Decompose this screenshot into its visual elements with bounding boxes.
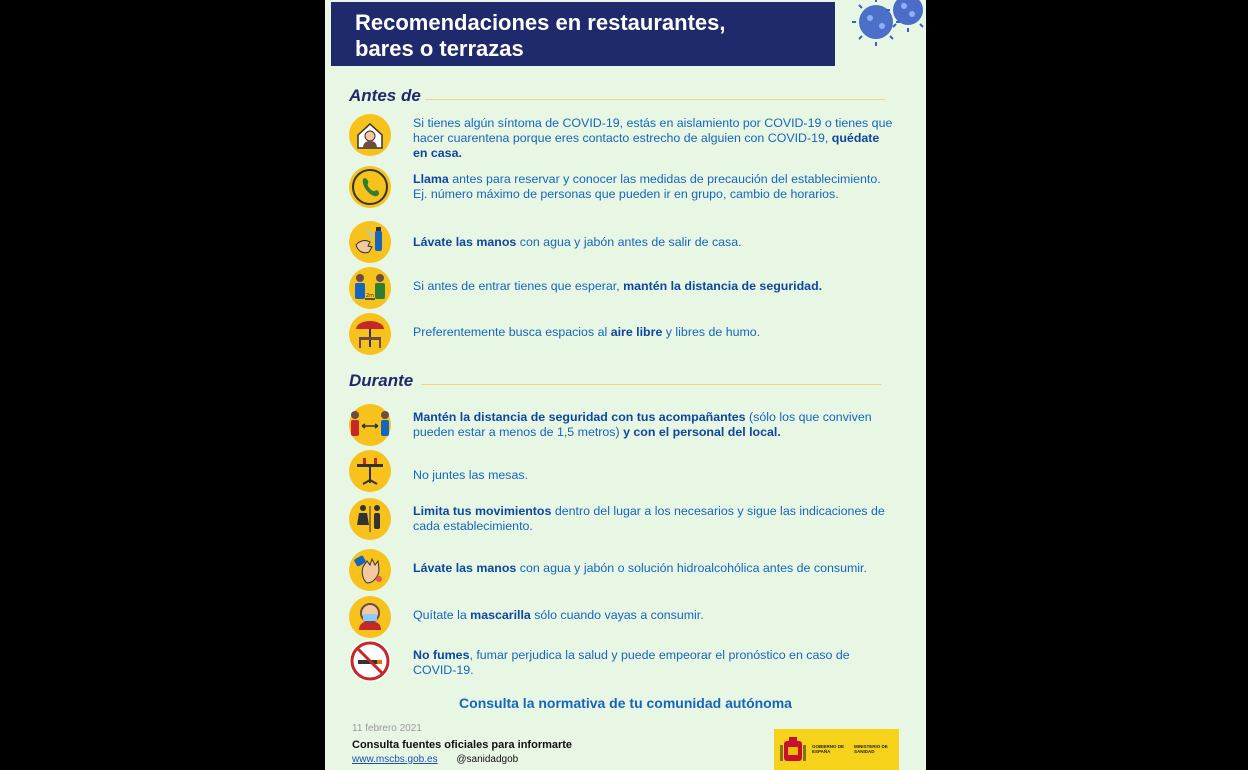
divider: [425, 99, 885, 100]
no-smoking-icon: [349, 640, 391, 682]
item-text-regular: Si tienes algún síntoma de COVID-19, estás en aislamiento por COVID-19 o tienes que hacer cuarentena porque eres contacto estrecho de alguien con COVID-19,: [413, 116, 893, 145]
toilet-sign-icon: [349, 498, 391, 540]
divider: [421, 384, 881, 385]
item-text-regular: , fumar perjudica la salud y puede empeorar el pronóstico en caso de COVID-19.: [413, 648, 850, 677]
hand-washing-icon: [349, 221, 391, 263]
gov-right-label: MINISTERIO DE SANIDAD: [854, 744, 888, 754]
item-text: [413, 648, 893, 678]
item-text: [413, 235, 893, 250]
virus-icon: [840, 0, 926, 54]
item-text: [413, 561, 893, 576]
item-text-regular: con agua y jabón o solución hidroalcohólica antes de consumir.: [516, 561, 867, 575]
item-text-bold: Lávate las manos: [413, 561, 517, 575]
item-text: [413, 504, 893, 534]
item-text: [413, 279, 893, 294]
consult-note: Consulta la normativa de tu comunidad autónoma: [459, 695, 792, 711]
item-text-regular: antes para reservar y conocer las medidas de precaución del establecimiento. Ej. número máximo de personas que pueden ir en grupo, cambio de horarios.: [413, 172, 881, 201]
house-person-icon: [349, 114, 391, 156]
item-text-bold: Limita tus movimientos: [413, 504, 552, 518]
face-mask-icon: [349, 596, 391, 638]
website-link[interactable]: www.mscbs.gob.es: [352, 754, 438, 765]
item-text: [413, 172, 893, 202]
item-text-bold: No fumes: [413, 648, 470, 662]
gov-left-label: GOBIERNO DE ESPAÑA: [812, 744, 845, 754]
people-distance-icon: [349, 404, 391, 446]
item-text: [413, 325, 893, 340]
item-text-regular: Quítate la: [413, 608, 471, 622]
poster: [325, 0, 926, 770]
item-text-regular: y libres de humo.: [662, 325, 761, 339]
item-text-regular: No juntes las mesas.: [413, 468, 529, 482]
item-text-regular: con agua y jabón antes de salir de casa.: [516, 235, 742, 249]
item-text-bold: aire libre: [610, 325, 663, 339]
footer-links: [352, 754, 518, 765]
date-label: 11 febrero 2021: [352, 723, 422, 734]
svg-text:2m: 2m: [366, 293, 375, 299]
item-text-regular: Si antes de entrar tienes que esperar,: [413, 279, 624, 293]
page-title: Recomendaciones en restaurantes, bares o terrazas: [355, 10, 726, 61]
item-text-regular: sólo cuando vayas a consumir.: [530, 608, 704, 622]
section-antes: Antes de: [349, 86, 421, 105]
two-people-distance-icon: [349, 267, 391, 309]
item-text: [413, 468, 893, 483]
item-text-bold: Mantén la distancia de seguridad con tus acompañantes: [413, 410, 746, 424]
item-text-bold: mascarilla: [470, 608, 531, 622]
item-text-bold: Llama: [413, 172, 449, 186]
section-durante: Durante: [349, 371, 414, 390]
item-text-bold: Lávate las manos: [413, 235, 517, 249]
phone-icon: [349, 166, 391, 208]
item-text-regular: (sólo los que conviven pueden estar a menos de 1,5 metros): [413, 410, 872, 439]
item-text-regular: dentro del lugar a los necesarios y sigue las indicaciones de cada establecimiento.: [413, 504, 885, 533]
item-text-bold: y con el personal del local.: [623, 425, 781, 439]
outdoor-terrace-icon: [349, 313, 391, 355]
coat-of-arms-icon: [780, 735, 806, 765]
item-text: [413, 410, 893, 440]
item-text-regular: Preferentemente busca espacios al: [413, 325, 611, 339]
item-text: [413, 608, 893, 623]
twitter-handle[interactable]: @sanidadgob: [456, 754, 519, 765]
item-text-bold: quédate en casa.: [413, 131, 880, 160]
item-text: [413, 116, 893, 161]
sources-label: Consulta fuentes oficiales para informarte: [352, 739, 573, 751]
table-icon: [349, 450, 391, 492]
item-text-bold: mantén la distancia de seguridad.: [623, 279, 823, 293]
header-banner: [331, 2, 835, 66]
government-logo: [774, 729, 899, 770]
hands-sanitize-icon: [349, 549, 391, 591]
